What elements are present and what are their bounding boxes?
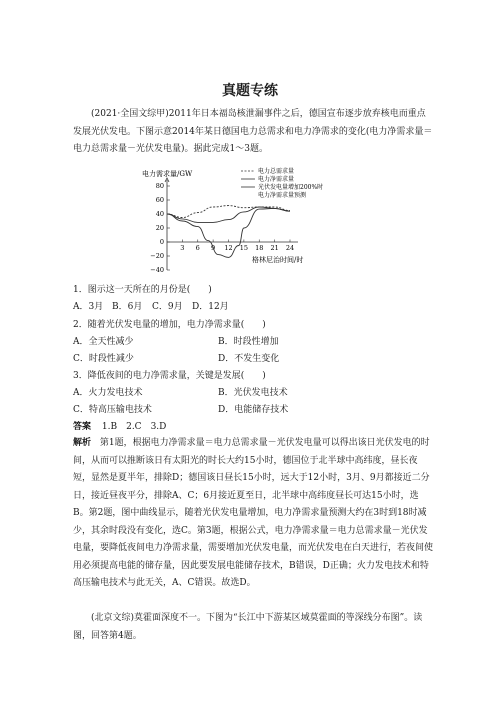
- q3-option-d: D．电能储存技术: [218, 405, 289, 415]
- legend-net: 电力净需求量: [258, 176, 295, 183]
- chart-xlabel: 格林尼治时间/时: [252, 256, 304, 264]
- y-tick-label: 0: [159, 238, 164, 246]
- legend-forecast-1: 光伏发电量增加200%时: [258, 184, 324, 191]
- x-tick-label: 9: [211, 244, 216, 252]
- question-1: 1．图示这一天所在的月份是( ): [73, 285, 212, 295]
- next-question-intro: (北京文综)莫霍面深度不一。下图为“长江中下游某区域莫霍面的等深线分布图”。读图，回答第4题。: [73, 613, 423, 641]
- x-tick-label: 6: [195, 244, 200, 252]
- y-tick-label: 60: [155, 196, 164, 204]
- legend-total: 电力总需求量: [258, 168, 295, 175]
- q1-option-d: D．12月: [192, 302, 229, 312]
- q3-option-a: A．火力发电技术: [73, 388, 143, 398]
- q3-option-b: B．光伏发电技术: [218, 388, 288, 398]
- y-tick-label: 20: [155, 224, 164, 232]
- analysis-paragraph: [73, 435, 433, 593]
- series-total-demand-line: [167, 206, 290, 218]
- analysis-label: 解析: [73, 438, 92, 448]
- q2-option-a: A．全天性减少: [73, 337, 134, 347]
- x-tick-label: 24: [285, 244, 295, 252]
- y-tick-label: −40: [150, 266, 164, 274]
- q2-option-d: D．不发生变化: [218, 354, 280, 364]
- q2-option-b: B．时段性增加: [218, 337, 279, 347]
- x-tick-label: 15: [239, 244, 249, 252]
- answer-line: [73, 421, 166, 433]
- question-2: 2．随着光伏发电量的增加，电力净需求量( ): [73, 320, 266, 330]
- chart-legend: [241, 167, 323, 199]
- answer-label: 答案: [73, 422, 92, 432]
- y-tick-label: −20: [150, 252, 164, 260]
- electricity-demand-chart: [140, 166, 340, 274]
- chart-ylabel: 电力需求量/GW: [142, 170, 193, 178]
- q3-option-c: C．特高压输电技术: [73, 405, 152, 415]
- x-tick-label: 18: [255, 244, 264, 252]
- legend-forecast-2: 电力净需求量预测: [258, 192, 307, 199]
- x-tick-label: 12: [224, 244, 233, 252]
- y-tick-label: 40: [155, 210, 164, 218]
- q1-option-b: B．6月: [112, 302, 143, 312]
- answer-text: 1.B 2.C 3.D: [101, 422, 167, 432]
- page-title: 真题专练: [222, 83, 278, 99]
- q2-option-c: C．时段性减少: [73, 354, 134, 364]
- q1-option-a: A．3月: [73, 302, 104, 312]
- y-tick-label: 80: [155, 182, 164, 190]
- intro-paragraph: (2021·全国文综甲)2011年日本福岛核泄漏事件之后，德国宣布逐步放弃核电而重点发展光伏发电。下图示意2014年某日德国电力总需求和电力净需求的变化(电力净需求量＝电力总需求量－光伏发电量)。据此完成1～3题。: [73, 109, 433, 154]
- q1-option-c: C．9月: [152, 302, 183, 312]
- series-net-demand-line: [167, 207, 290, 222]
- analysis-text: 第1题，根据电力净需求量＝电力总需求量－光伏发电量可以得出该日光伏发电的时间，从而可以推断该日有太阳光的时长大约15小时，德国位于北半球中高纬度，昼长夜短，显然是夏半年，排除D；德国该日昼长15小时，远大于12小时，3月、9月都接近二分日，接近昼夜平分，排除A、C；6月接近夏至日，北半球中高纬度昼长可达15小时，选B。第2题，图中曲线显示，随着光伏发电量增加，电力净需求量预测大约在3时到18时减少，其余时段没有变化，选C。第3题，根据公式，电力净需求量＝电力总需求量－光伏发电量，要降低夜间电力净需求量，需要增加光伏发电量，而光伏发电在白天进行，若夜间使用必须提高电能的储存量，因此要发展电能储存技术，B错误，D正确；火力发电技术和特高压输电技术与此无关，A、C错误。故选D。: [73, 438, 434, 588]
- x-tick-label: 21: [270, 244, 279, 252]
- x-tick-label: 3: [180, 244, 185, 252]
- question-3: 3．降低夜间的电力净需求量，关键是发展( ): [73, 371, 266, 381]
